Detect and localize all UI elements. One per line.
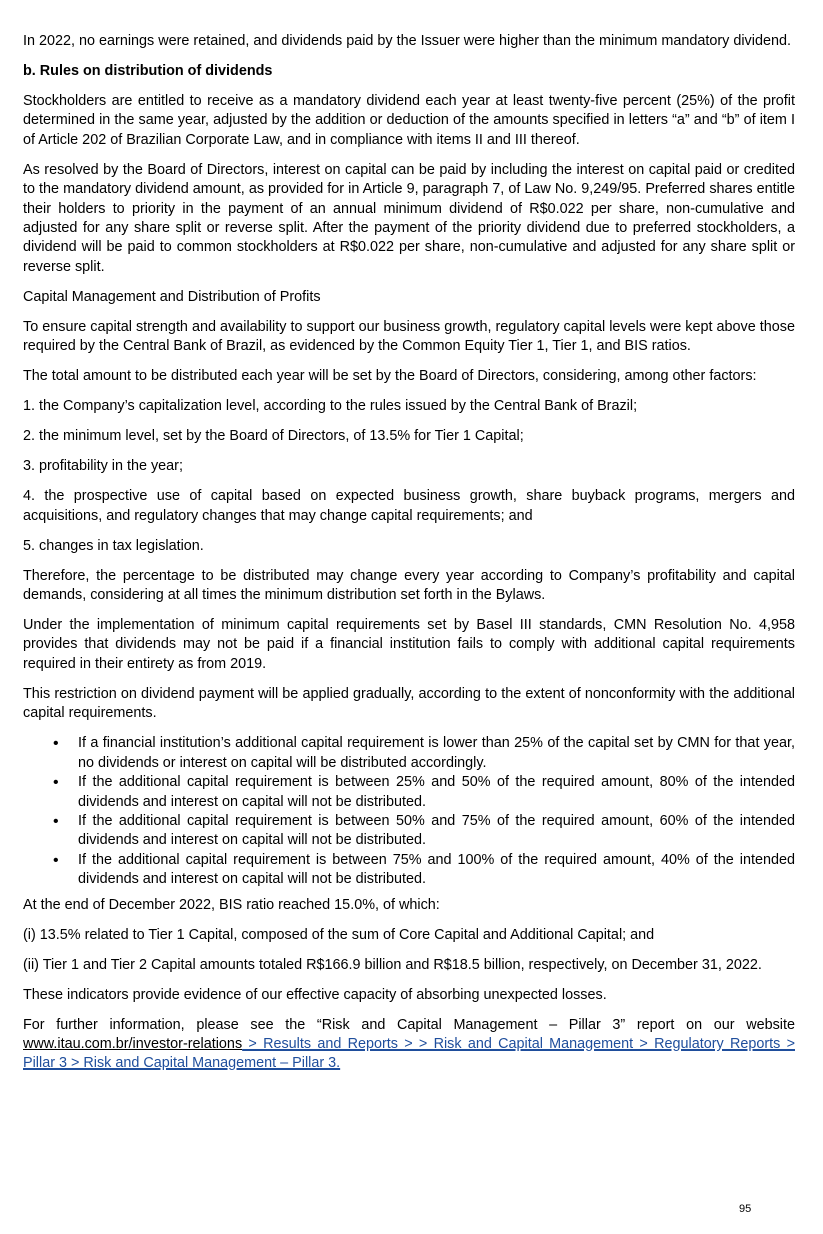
paragraph: (ii) Tier 1 and Tier 2 Capital amounts totaled R$166.9 billion and R$18.5 billion, respectively, on December 31, 2022.: [23, 956, 762, 973]
subheading: Capital Management and Distribution of Profits: [23, 288, 321, 305]
numbered-item: 5. changes in tax legislation.: [23, 537, 204, 554]
page-number: 95: [739, 1203, 752, 1215]
paragraph-retained-earnings: In 2022, no earnings were retained, and dividends paid by the Issuer were higher than the minimum mandatory dividend.: [23, 33, 791, 49]
section-heading: b. Rules on distribution of dividends: [23, 63, 273, 79]
bullet-list: [23, 734, 795, 889]
paragraph: As resolved by the Board of Directors, interest on capital can be paid by including the interest on capital paid or credited to the mandatory dividend amount, as provided for in Article 9, paragraph 7, of Law No. 9,249/95. Preferred shares entitle their holders to priority in the payment of an annual minimum dividend of R$0.022 per share, non-cumulative and adjusted for any share split or reverse split. After the payment of the priority dividend due to preferred stockholders, a dividend will be paid to common stockholders at R$0.022 per share, non-cumulative and adjusted for any share split or reverse split.: [23, 161, 795, 275]
document-page: [23, 32, 795, 1084]
further-information-paragraph: [23, 1016, 795, 1074]
paragraph: At the end of December 2022, BIS ratio reached 15.0%, of which:: [23, 896, 440, 913]
pillar3-report-link[interactable]: > Results and Reports > > Risk and Capital Management > Regulatory Reports > Pillar 3 > Risk and Capital Management – Pillar 3.: [23, 1035, 795, 1072]
further-text: For further information, please see the “Risk and Capital Management – Pillar 3” report on our website: [23, 1016, 795, 1033]
paragraph: The total amount to be distributed each year will be set by the Board of Directors, considering, among other factors:: [23, 368, 757, 385]
paragraph: Stockholders are entitled to receive as a mandatory dividend each year at least twenty-five percent (25%) of the profit determined in the same year, adjusted by the addition or deduction of the amounts specified in letters “a” and “b” of item I of Article 202 of Brazilian Corporate Law, and in compliance with items II and III thereof.: [23, 93, 795, 148]
numbered-item: 3. profitability in the year;: [23, 458, 183, 475]
investor-relations-link[interactable]: www.itau.com.br/investor-relations: [23, 1035, 243, 1052]
bullet-item: • If the additional capital requirement is between 75% and 100% of the required amount, 40% of the intended dividends and interest on capital will not be distributed.: [78, 851, 795, 890]
paragraph: These indicators provide evidence of our effective capacity of absorbing unexpected losses.: [23, 986, 607, 1003]
paragraph: Under the implementation of minimum capital requirements set by Basel III standards, CMN Resolution No. 4,958 provides that dividends may not be paid if a financial institution fails to comply with additional capital requirements required in their entirety as from 2019.: [23, 617, 795, 672]
numbered-item: 4. the prospective use of capital based on expected business growth, share buyback programs, mergers and acquisitions, and regulatory changes that may change capital requirements; and: [23, 488, 795, 524]
paragraph: (i) 13.5% related to Tier 1 Capital, composed of the sum of Core Capital and Additional Capital; and: [23, 926, 655, 943]
paragraph: To ensure capital strength and availability to support our business growth, regulatory capital levels were kept above those required by the Central Bank of Brazil, as evidenced by the Common Equity Tier 1, Tier 1, and BIS ratios.: [23, 318, 795, 355]
bullet-item: • If the additional capital requirement is between 50% and 75% of the required amount, 60% of the intended dividends and interest on capital will not be distributed.: [78, 812, 795, 851]
paragraph: This restriction on dividend payment will be applied gradually, according to the extent of nonconformity with the additional capital requirements.: [23, 685, 795, 722]
numbered-item: 1. the Company’s capitalization level, according to the rules issued by the Central Bank of Brazil;: [23, 398, 638, 415]
paragraph: Therefore, the percentage to be distributed may change every year according to Company’s profitability and capital demands, considering at all times the minimum distribution set forth in the Bylaws.: [23, 567, 795, 604]
numbered-item: 2. the minimum level, set by the Board of Directors, of 13.5% for Tier 1 Capital;: [23, 428, 524, 445]
bullet-item: • If the additional capital requirement is between 25% and 50% of the required amount, 80% of the intended dividends and interest on capital will not be distributed.: [78, 773, 795, 812]
bullet-item: • If a financial institution’s additional capital requirement is lower than 25% of the capital set by CMN for that year, no dividends or interest on capital will be distributed accordingly.: [78, 734, 795, 773]
